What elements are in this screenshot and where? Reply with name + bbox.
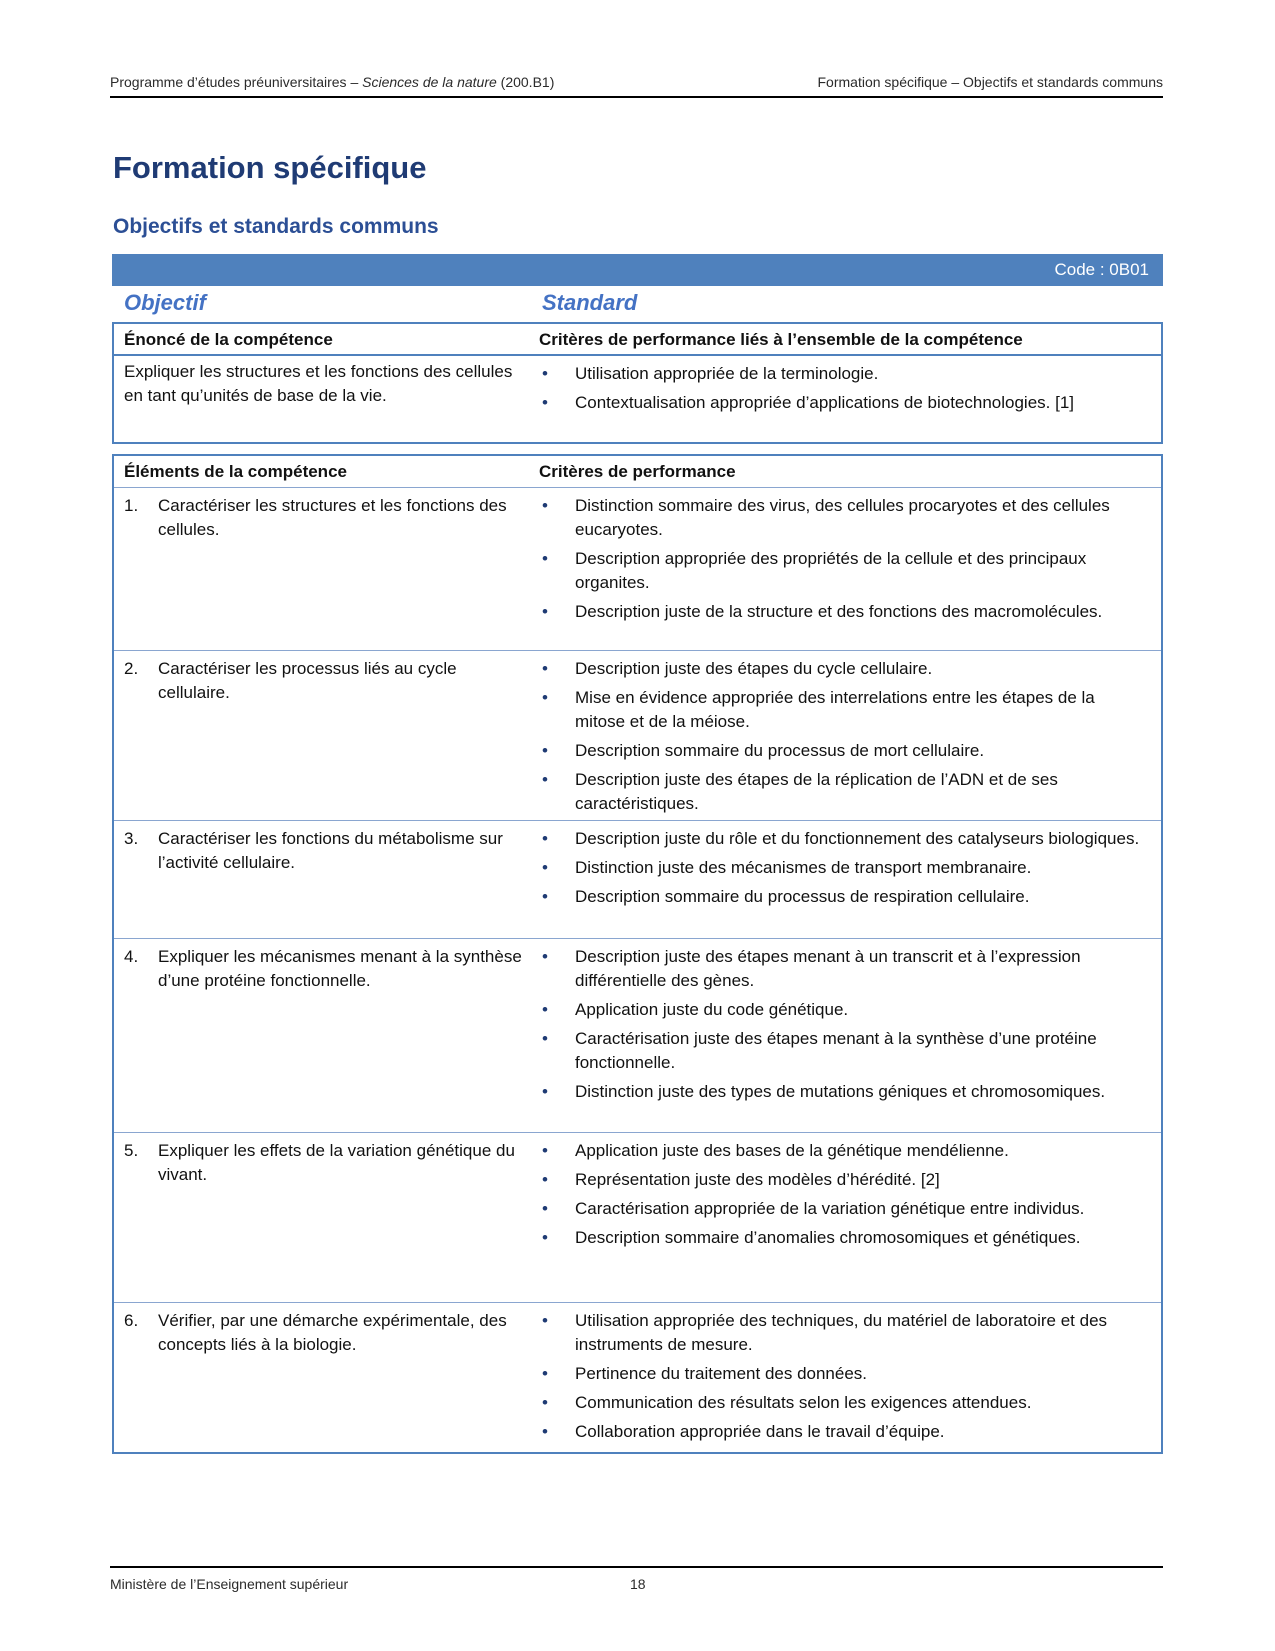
bullet-icon: •: [542, 741, 548, 760]
bullet-icon: •: [542, 1000, 548, 1019]
list-item: [539, 1168, 1149, 1192]
list-item: [539, 827, 1149, 851]
criterion-text: Utilisation appropriée de la terminologie.: [575, 364, 879, 383]
criterion-text: Caractérisation appropriée de la variation génétique entre individus.: [575, 1199, 1085, 1218]
list-item: [539, 1420, 1149, 1444]
header-program-name: Sciences de la nature: [362, 74, 497, 90]
criterion-text: Description juste des étapes menant à un transcrit et à l’expression différentielle des gènes.: [575, 947, 1081, 990]
bullet-icon: •: [542, 659, 548, 678]
running-header: [110, 74, 1163, 98]
criterion-text: Description juste du rôle et du fonctionnement des catalyseurs biologiques.: [575, 829, 1140, 848]
element-text: Caractériser les processus liés au cycle cellulaire.: [158, 659, 457, 702]
bullet-icon: •: [542, 1393, 548, 1412]
bullet-icon: •: [542, 1364, 548, 1383]
bullet-icon: •: [542, 1170, 548, 1189]
list-item: [539, 998, 1149, 1022]
list-item: [539, 1391, 1149, 1415]
bullet-icon: •: [542, 1311, 548, 1330]
criterion-text: Collaboration appropriée dans le travail d’équipe.: [575, 1422, 945, 1441]
bullet-icon: •: [542, 887, 548, 906]
criterion-text: Représentation juste des modèles d’hérédité. [2]: [575, 1170, 940, 1189]
bullet-icon: •: [542, 858, 548, 877]
page-subtitle: Objectifs et standards communs: [113, 215, 439, 238]
criterion-text: Distinction juste des types de mutations géniques et chromosomiques.: [575, 1082, 1106, 1101]
competence-statement: Expliquer les structures et les fonctions des cellules en tant qu’unités de base de la vie.: [124, 362, 513, 405]
competence-table-header: [114, 324, 1161, 356]
list-item: [539, 391, 1149, 415]
competence-table: [112, 322, 1163, 444]
element-number: 5.: [124, 1141, 139, 1160]
element-text: Caractériser les structures et les fonctions des cellules.: [158, 496, 507, 539]
list-item: [539, 1080, 1149, 1104]
criterion-text: Application juste du code génétique.: [575, 1000, 849, 1019]
list-item: [539, 1309, 1149, 1357]
page-number: 18: [630, 1576, 646, 1592]
bullet-icon: •: [542, 393, 548, 412]
bullet-icon: •: [542, 1228, 548, 1247]
bullet-icon: •: [542, 1141, 548, 1160]
page-title: Formation spécifique: [113, 150, 427, 185]
criteria-list: [539, 945, 1149, 1109]
table-row: [114, 651, 1161, 821]
objectif-heading: Objectif: [124, 290, 206, 315]
criteria-list: [539, 494, 1149, 629]
header-program: [110, 74, 554, 90]
criterion-text: Caractérisation juste des étapes menant à la synthèse d’une protéine fonctionnelle.: [575, 1029, 1097, 1072]
global-criteria-list: [539, 362, 1149, 420]
list-item: [539, 1027, 1149, 1075]
list-item: [539, 657, 1149, 681]
elements-table-header: [114, 456, 1161, 488]
bullet-icon: •: [542, 1029, 548, 1048]
elements-header: Éléments de la compétence: [124, 462, 347, 481]
global-criteria-header: Critères de performance liés à l’ensemble de la compétence: [539, 330, 1023, 349]
criterion-text: Description juste de la structure et des fonctions des macromolécules.: [575, 602, 1103, 621]
table-row: [114, 1133, 1161, 1303]
criteria-list: [539, 1139, 1149, 1255]
criterion-text: Utilisation appropriée des techniques, du matériel de laboratoire et des instruments de mesure.: [575, 1311, 1108, 1354]
element-number: 6.: [124, 1311, 139, 1330]
criterion-text: Description sommaire du processus de respiration cellulaire.: [575, 887, 1030, 906]
criterion-text: Distinction sommaire des virus, des cellules procaryotes et des cellules eucaryotes.: [575, 496, 1110, 539]
bullet-icon: •: [542, 1422, 548, 1441]
criterion-text: Description juste des étapes du cycle cellulaire.: [575, 659, 933, 678]
criterion-text: Description sommaire du processus de mort cellulaire.: [575, 741, 985, 760]
footer-ministry: Ministère de l’Enseignement supérieur: [110, 1576, 349, 1592]
criterion-text: Application juste des bases de la génétique mendélienne.: [575, 1141, 1009, 1160]
element-text: Vérifier, par une démarche expérimentale, des concepts liés à la biologie.: [158, 1311, 507, 1354]
list-item: [539, 600, 1149, 624]
bullet-icon: •: [542, 829, 548, 848]
criteria-list: [539, 827, 1149, 914]
criterion-text: Contextualisation appropriée d’applications de biotechnologies. [1]: [575, 393, 1075, 412]
table-row: [114, 488, 1161, 651]
bullet-icon: •: [542, 688, 548, 707]
criteria-list: [539, 657, 1149, 821]
elements-table: [112, 454, 1163, 1454]
competency-code: Code : 0B01: [1054, 260, 1149, 279]
element-number: 2.: [124, 659, 139, 678]
page-footer: [110, 1566, 1163, 1592]
standard-heading: Standard: [542, 290, 638, 315]
criterion-text: Description appropriée des propriétés de la cellule et des principaux organites.: [575, 549, 1087, 592]
enonce-header: Énoncé de la compétence: [124, 330, 333, 349]
list-item: [539, 1139, 1149, 1163]
element-number: 4.: [124, 947, 139, 966]
element-text: Caractériser les fonctions du métabolisme sur l’activité cellulaire.: [158, 829, 503, 872]
header-program-code: (200.B1): [496, 74, 555, 90]
table-row: [114, 821, 1161, 939]
bullet-icon: •: [542, 364, 548, 383]
header-program-prefix: Programme d’études préuniversitaires –: [110, 74, 363, 90]
list-item: [539, 945, 1149, 993]
list-item: [539, 494, 1149, 542]
list-item: [539, 362, 1149, 386]
bullet-icon: •: [542, 1082, 548, 1101]
element-number: 1.: [124, 496, 139, 515]
criteria-list: [539, 1309, 1149, 1449]
list-item: [539, 1362, 1149, 1386]
list-item: [539, 547, 1149, 595]
table-row: [114, 1303, 1161, 1452]
code-bar: [112, 254, 1163, 286]
criterion-text: Mise en évidence appropriée des interrelations entre les étapes de la mitose et de la méiose.: [575, 688, 1095, 731]
criterion-text: Communication des résultats selon les exigences attendues.: [575, 1393, 1032, 1412]
list-item: [539, 686, 1149, 734]
list-item: [539, 1197, 1149, 1221]
list-item: [539, 1226, 1149, 1250]
bullet-icon: •: [542, 496, 548, 515]
bullet-icon: •: [542, 947, 548, 966]
table-row: [114, 939, 1161, 1133]
header-section: Formation spécifique – Objectifs et standards communs: [817, 74, 1163, 90]
element-number: 3.: [124, 829, 139, 848]
element-text: Expliquer les mécanismes menant à la synthèse d’une protéine fonctionnelle.: [158, 947, 522, 990]
criterion-text: Pertinence du traitement des données.: [575, 1364, 868, 1383]
criteria-header: Critères de performance: [539, 462, 736, 481]
criterion-text: Distinction juste des mécanismes de transport membranaire.: [575, 858, 1032, 877]
list-item: [539, 768, 1149, 816]
bullet-icon: •: [542, 770, 548, 789]
bullet-icon: •: [542, 602, 548, 621]
element-text: Expliquer les effets de la variation génétique du vivant.: [158, 1141, 515, 1184]
criterion-text: Description sommaire d’anomalies chromosomiques et génétiques.: [575, 1228, 1081, 1247]
list-item: [539, 885, 1149, 909]
bullet-icon: •: [542, 1199, 548, 1218]
list-item: [539, 739, 1149, 763]
bullet-icon: •: [542, 549, 548, 568]
criterion-text: Description juste des étapes de la réplication de l’ADN et de ses caractéristiques.: [575, 770, 1058, 813]
list-item: [539, 856, 1149, 880]
